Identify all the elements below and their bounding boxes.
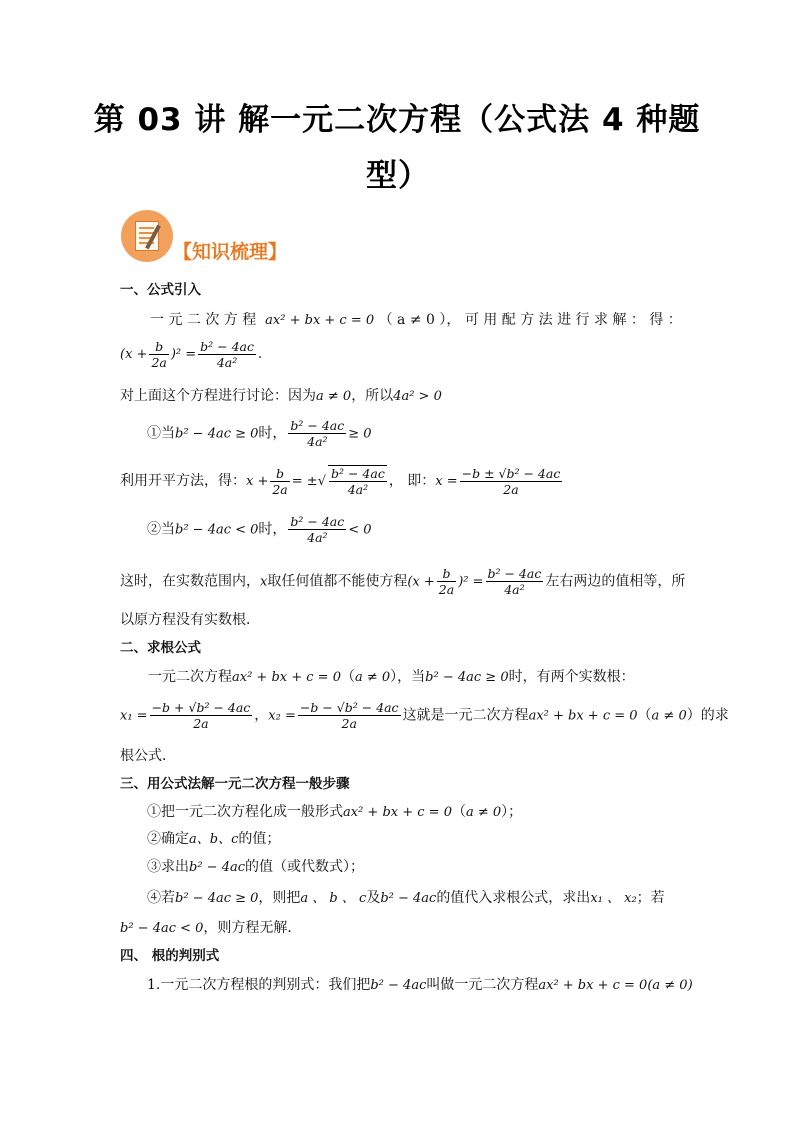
s3-step3: ③求出b² − 4ac的值（或代数式）； [147, 859, 364, 875]
s1-case2: ②当b² − 4ac < 0时， $\frac{\text{b² − 4ac}}{\text{4a²}}$ < 0 [147, 514, 372, 545]
s1-formula-complete-square: (x + $\frac{b}{2a}$ )² = $\frac{\text{b² − 4ac}}{\text{4a²}}$ . [120, 339, 263, 370]
knowledge-section-header [121, 210, 311, 268]
s2-para1: 一元二次方程ax² + bx + c = 0（a ≠ 0），当b² − 4ac ≥ 0时，有两个实数根： [148, 669, 635, 685]
knowledge-heading: 【知识梳理】 [173, 241, 288, 263]
page-title-line2: 型） [366, 158, 430, 194]
section-3-heading: 三、用公式法解一元二次方程一般步骤 [120, 776, 350, 792]
page-title-line1: 第 03 讲 解一元二次方程（公式法 4 种题 [93, 102, 701, 138]
s1-para3: 对上面这个方程进行讨论：因为a ≠ 0，所以4a² > 0 [120, 388, 442, 404]
s1-para4: 利用开平方法，得：x + $\frac{b}{2a}$ = ±√ $\frac{\text{b² − 4ac}}{\text{4a²}}$ ， 即：x = $\frac{\text{−b ± √b² − 4ac}}{2a}$ [120, 465, 561, 497]
s2-root-formula: x₁ = $\frac{\text{−b + √b² − 4ac}}{2a}$ ，x₂ = $\frac{\text{−b − √b² − 4ac}}{2a}$ 这就是一元二次方程ax² + bx + c = 0（a ≠ 0）的求 [120, 700, 729, 731]
s4-para1: 1.一元二次方程根的判别式：我们把b² − 4ac叫做一元二次方程ax² + bx + c = 0(a ≠ 0) [147, 977, 693, 993]
s1-para1: 一 元 二 次 方 程 ax² + bx + c = 0 （ a ≠ 0 ）， 可 用 配 方 法 进 行 求 解 ： 得 ： [150, 312, 682, 328]
notebook-compass-icon [121, 210, 173, 262]
section-2-heading: 二、求根公式 [120, 640, 201, 656]
s3-step4-cont: b² − 4ac < 0，则方程无解． [120, 920, 302, 936]
s2-para3: 根公式． [120, 748, 176, 764]
s3-step2: ②确定a、b、c的值； [147, 831, 281, 847]
s1-case1: ①当b² − 4ac ≥ 0时， $\frac{\text{b² − 4ac}}{\text{4a²}}$ ≥ 0 [147, 418, 372, 449]
section-4-heading: 四、 根的判别式 [120, 948, 220, 964]
s1-para5: 这时，在实数范围内，x取任何值都不能使方程(x + $\frac{b}{2a}$ )² = $\frac{\text{b² − 4ac}}{\text{4a²}}$ 左右两边的值相等，所 [120, 566, 686, 597]
section-1-heading: 一、公式引入 [120, 282, 201, 298]
s1-para6: 以原方程没有实数根． [120, 612, 260, 628]
s3-step4: ④若b² − 4ac ≥ 0，则把a 、 b 、 c及b² − 4ac的值代入求根公式，求出x₁ 、 x₂；若 [147, 890, 665, 906]
s3-step1: ①把一元二次方程化成一般形式ax² + bx + c = 0（a ≠ 0）； [147, 804, 523, 820]
